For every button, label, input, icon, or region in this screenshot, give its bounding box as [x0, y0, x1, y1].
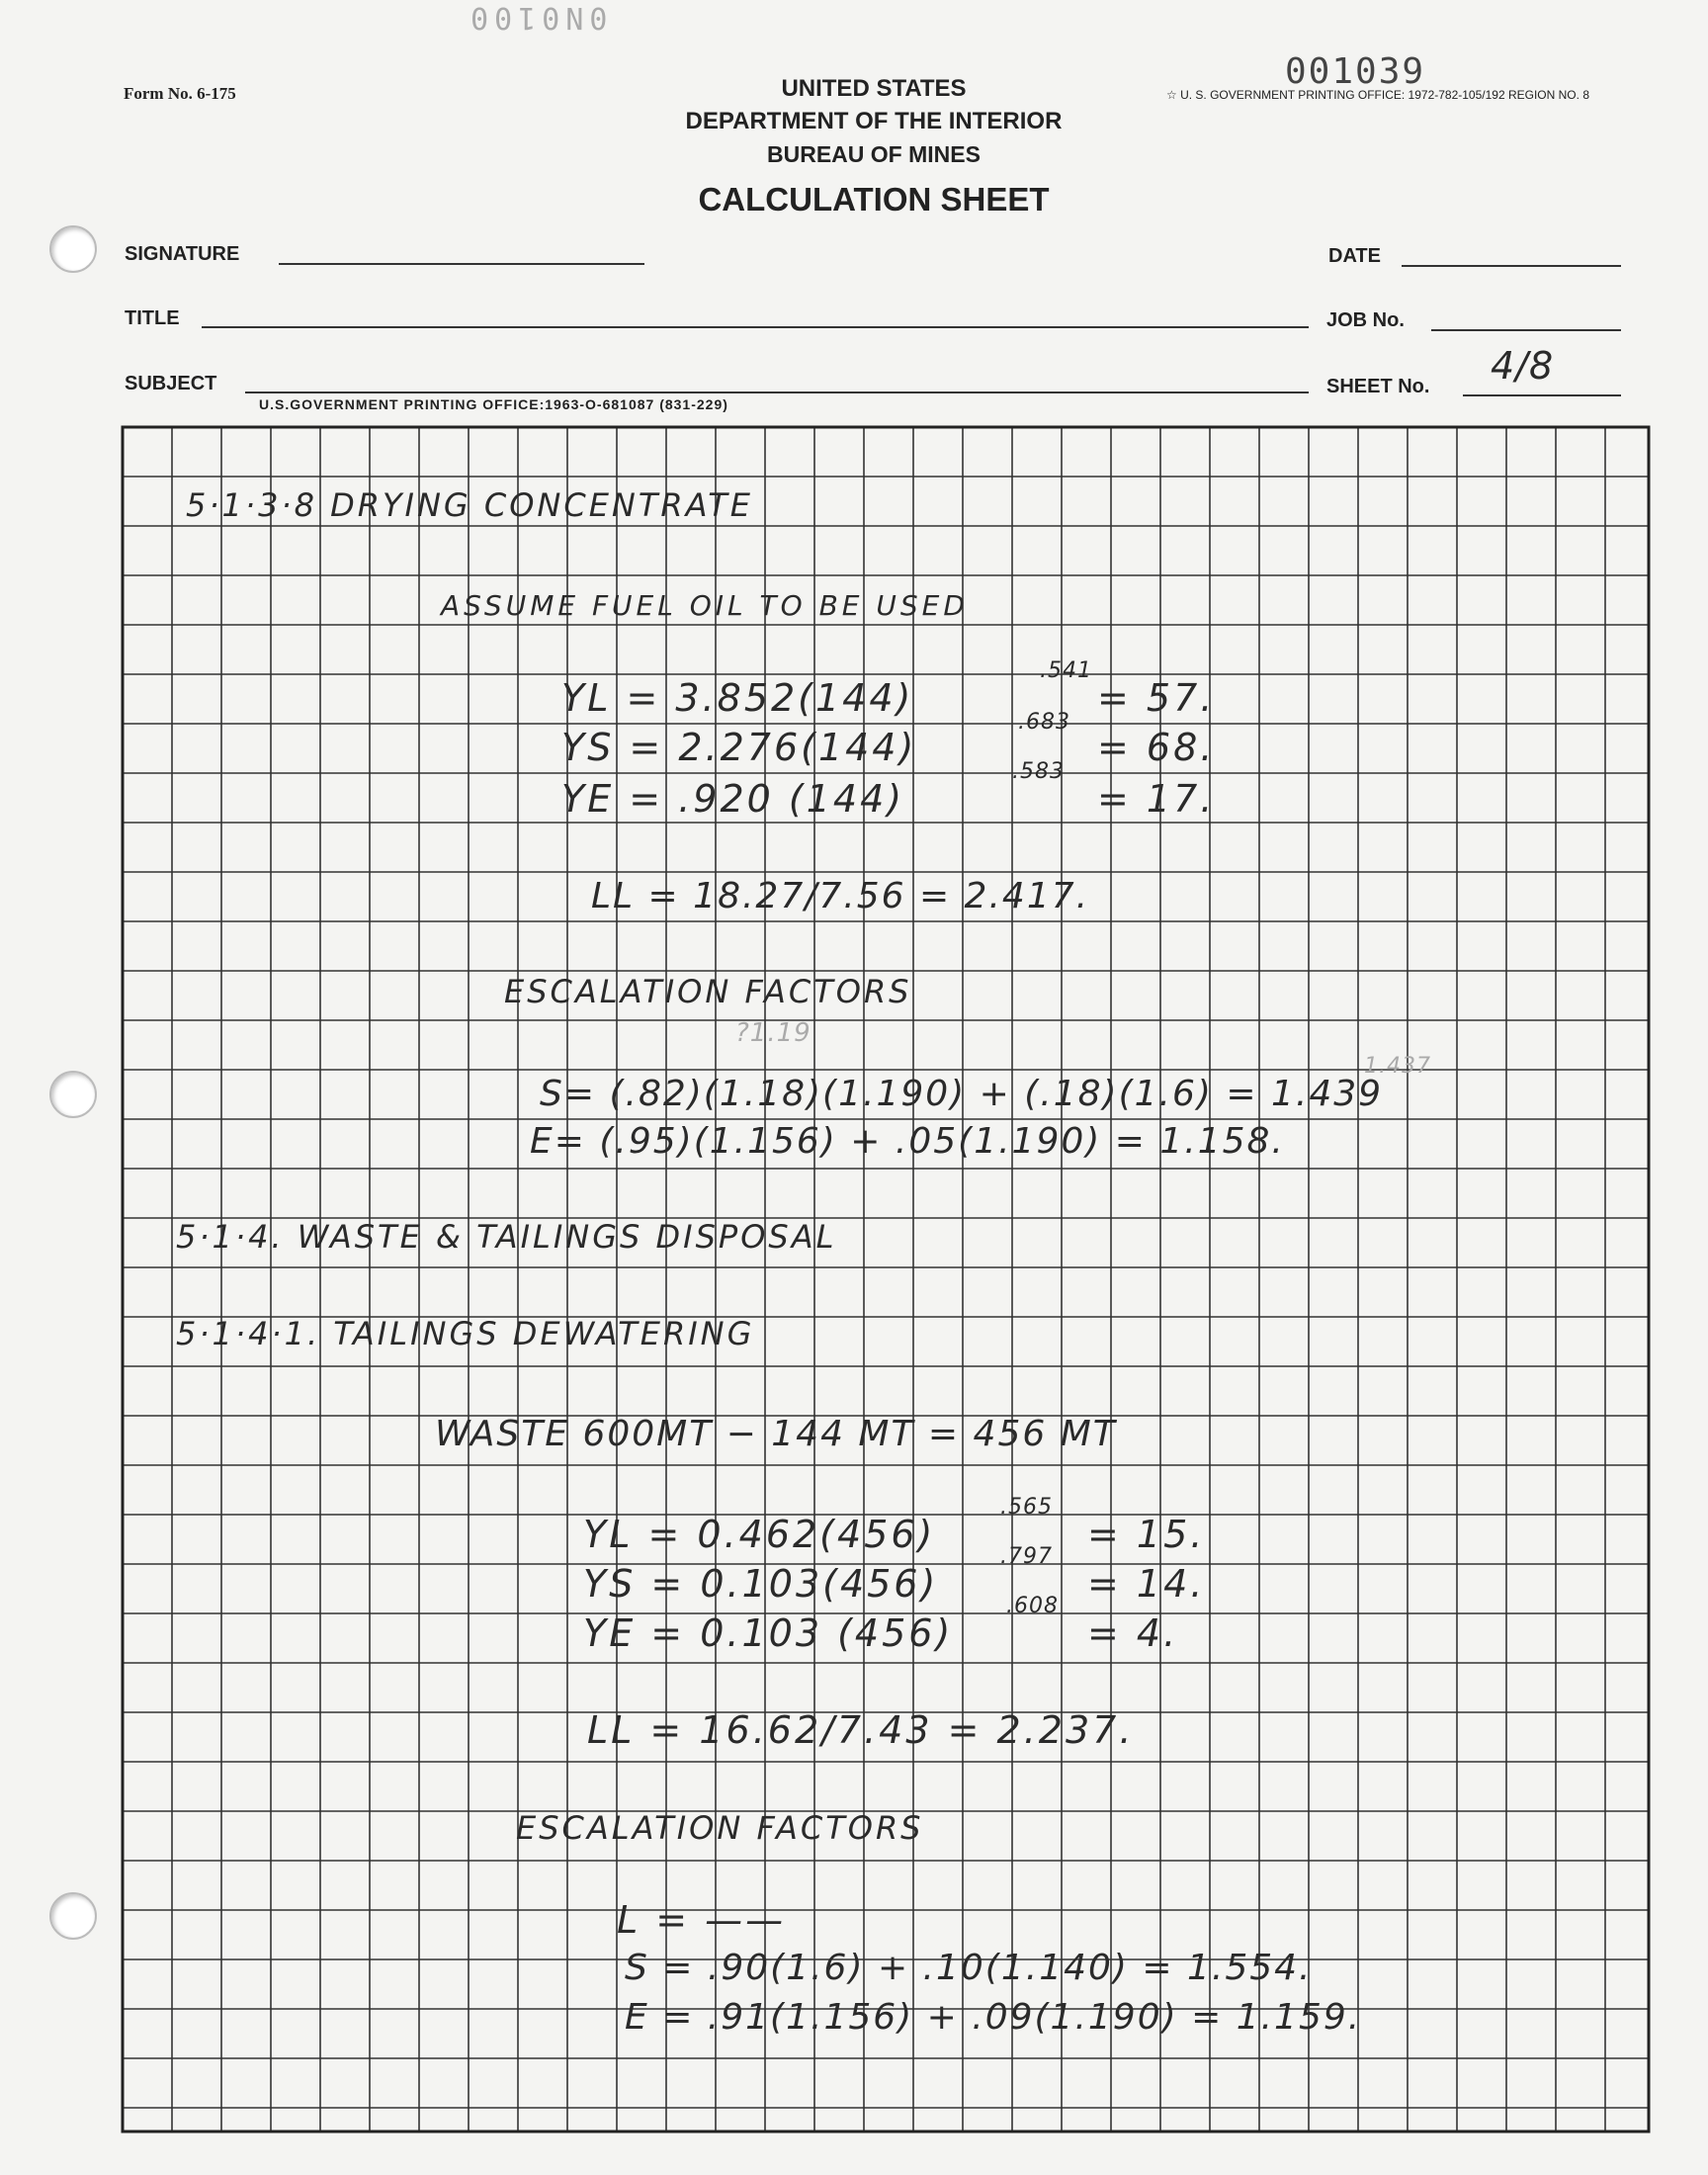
- archive-stamp: 0N0100: [465, 0, 608, 35]
- note-line: ASSUME FUEL OIL TO BE USED: [441, 589, 969, 622]
- agency-line-1: UNITED STATES: [781, 75, 967, 102]
- exponent: .608: [1006, 1594, 1059, 1618]
- equation-result: = 68.: [1097, 726, 1216, 769]
- exponent: .541: [1040, 658, 1092, 683]
- equation: LL = 18.27/7.56 = 2.417.: [591, 876, 1090, 916]
- exponent: .797: [1000, 1544, 1053, 1569]
- gpo-imprint-top: ☆ U. S. GOVERNMENT PRINTING OFFICE: 1972-782-105/192 REGION NO. 8: [1166, 88, 1589, 102]
- form-number: Form No. 6-175: [124, 84, 236, 103]
- agency-line-2: DEPARTMENT OF THE INTERIOR: [685, 108, 1063, 134]
- equation-result: = 17.: [1097, 777, 1216, 821]
- title-label: TITLE: [125, 307, 180, 329]
- exponent: .583: [1012, 759, 1065, 784]
- subheading: ESCALATION FACTORS: [516, 1809, 924, 1847]
- sheet-no-value: 4/8: [1491, 344, 1555, 388]
- exponent: .565: [1000, 1495, 1053, 1520]
- equation: S= (.82)(1.18)(1.190) + (.18)(1.6) = 1.439: [540, 1074, 1384, 1114]
- equation-result: = 4.: [1087, 1611, 1179, 1655]
- equation: E= (.95)(1.156) + .05(1.190) = 1.158.: [530, 1121, 1285, 1162]
- subject-label: SUBJECT: [125, 373, 217, 394]
- equation: E = .91(1.156) + .09(1.190) = 1.159.: [625, 1997, 1362, 2038]
- equation-result: = 14.: [1087, 1562, 1206, 1606]
- equation: S = .90(1.6) + .10(1.140) = 1.554.: [625, 1948, 1313, 1988]
- pencil-note: ?1.19: [735, 1018, 811, 1048]
- equation: L = ——: [617, 1898, 787, 1942]
- subheading: ESCALATION FACTORS: [504, 973, 912, 1010]
- equation: YE = 0.103 (456): [583, 1611, 954, 1655]
- agency-line-3: BUREAU OF MINES: [767, 141, 981, 167]
- date-label: DATE: [1328, 245, 1381, 267]
- sheet-no-label: SHEET No.: [1326, 376, 1430, 397]
- exponent: .683: [1018, 710, 1070, 735]
- equation: YS = 2.276(144): [561, 726, 917, 769]
- gpo-imprint: U.S.GOVERNMENT PRINTING OFFICE:1963-O-681087 (831-229): [259, 396, 728, 412]
- equation: YE = .920 (144): [561, 777, 905, 821]
- job-no-label: JOB No.: [1326, 309, 1405, 331]
- sheet-title: CALCULATION SHEET: [698, 181, 1050, 218]
- equation: YL = 0.462(456): [583, 1513, 936, 1556]
- pencil-note: 1.437: [1364, 1054, 1431, 1079]
- note-line: WASTE 600MT − 144 MT = 456 MT: [435, 1414, 1117, 1454]
- equation: YL = 3.852(144): [561, 676, 914, 720]
- equation-result: = 15.: [1087, 1513, 1206, 1556]
- equation-result: = 57.: [1097, 676, 1216, 720]
- section-heading: 5·1·4·1. TAILINGS DEWATERING: [176, 1315, 755, 1352]
- equation: YS = 0.103(456): [583, 1562, 939, 1606]
- section-heading: 5·1·4. WASTE & TAILINGS DISPOSAL: [176, 1218, 837, 1256]
- equation: LL = 16.62/7.43 = 2.237.: [587, 1708, 1135, 1752]
- document-number: 001039: [1285, 51, 1426, 92]
- section-heading: 5·1·3·8 DRYING CONCENTRATE: [186, 486, 753, 524]
- signature-label: SIGNATURE: [125, 243, 240, 265]
